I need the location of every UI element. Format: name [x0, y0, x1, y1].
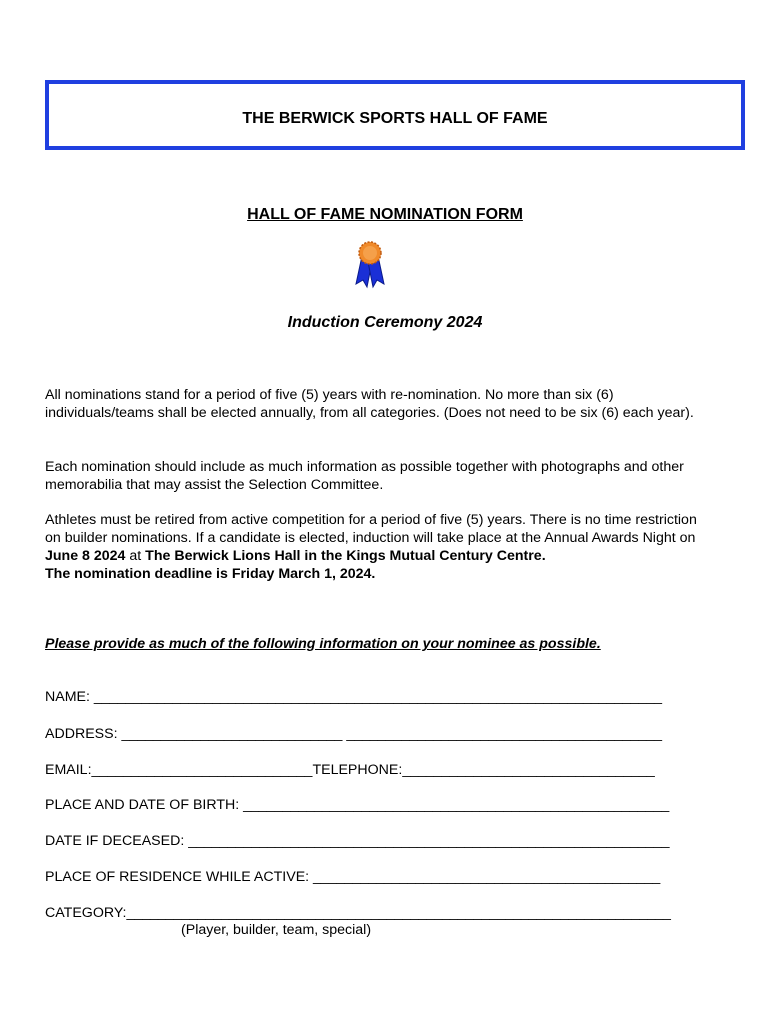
category-hint: (Player, builder, team, special): [181, 922, 372, 938]
birth-field[interactable]: PLACE AND DATE OF BIRTH: ______________________________________________________: [45, 797, 670, 813]
deceased-field[interactable]: DATE IF DECEASED: _____________________________________________________________: [45, 833, 670, 849]
residence-field[interactable]: PLACE OF RESIDENCE WHILE ACTIVE: ____________________________________________: [45, 869, 661, 885]
paragraph-nomination-content: Each nomination should include as much information as possible together with photographs and other memorabilia that may assist the Selection Committee.: [45, 459, 684, 493]
nomination-deadline: The nomination deadline is Friday March 1, 2024.: [45, 566, 376, 582]
name-field[interactable]: NAME: ________________________________________________________________________: [45, 689, 662, 705]
category-field[interactable]: CATEGORY:_____________________________________________________________________: [45, 905, 671, 921]
eligibility-at: at: [125, 548, 146, 564]
address-field[interactable]: ADDRESS: ____________________________ ________________________________________: [45, 726, 662, 742]
paragraph-eligibility: [45, 511, 705, 583]
form-title-text: HALL OF FAME NOMINATION FORM: [247, 206, 523, 223]
award-ribbon-icon: [352, 240, 388, 290]
eligibility-text: Athletes must be retired from active competition for a period of five (5) years. There is no time restriction on builder nominations. If a candidate is elected, induction will take place at the Annual Awards Night on: [45, 512, 697, 546]
awards-date: June 8 2024: [45, 548, 126, 564]
title-box: [45, 80, 745, 150]
ceremony-title: Induction Ceremony 2024: [287, 314, 483, 331]
email-telephone-field[interactable]: EMAIL:____________________________TELEPHONE:________________________________: [45, 762, 655, 778]
paragraph-nomination-rules: All nominations stand for a period of five (5) years with re-nomination. No more than six (6) individuals/teams shall be elected annually, from all categories. (Does not need to be six (6) each year).: [45, 387, 694, 421]
instruction-text: Please provide as much of the following information on your nominee as possible.: [45, 636, 601, 652]
form-title: [0, 206, 770, 224]
page-title: THE BERWICK SPORTS HALL OF FAME: [242, 110, 548, 127]
awards-venue: The Berwick Lions Hall in the Kings Mutual Century Centre.: [145, 548, 546, 564]
